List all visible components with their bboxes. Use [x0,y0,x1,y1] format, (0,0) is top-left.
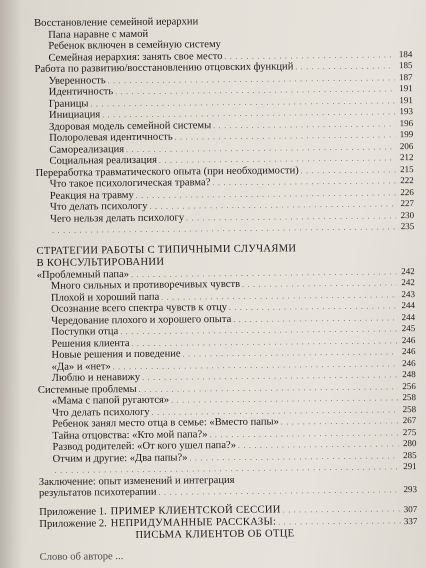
toc-section-1 [34,14,414,236]
toc-appendix-2-continued: ПИСЬМА КЛИЕНТОВ ОБ ОТЦЕ [135,527,295,541]
toc-entry-title: Решения клиента [51,337,130,350]
page-number: 242 [401,265,415,276]
toc-entry-title: Здоровая модель семейной системы [49,119,212,133]
toc-appendix-1: Приложение 1. ПРИМЕР КЛИЕНТСКОЙ СЕССИИ . . . 307 [39,503,417,519]
page-number: 258 [402,403,417,414]
toc-conclusion-line-1: Заключение: опыт изменений и интеграция [38,474,235,488]
toc-entry-title: «Да» и «нет» [51,360,111,373]
toc-entry-title: Что делать психологу [52,406,150,419]
toc-entry-title: Развод родителей: «От кого ушел папа?» [52,439,237,453]
table-of-contents [34,14,418,563]
toc-entry-title: Полоролевая идентичность [49,131,173,144]
page-number: 244 [401,311,416,322]
toc-entry-title: Восстановление семейной иерархии [34,16,199,29]
toc-entry-title: Ребенок включен в семейную систему [48,39,222,52]
toc-entry-title: Реакция на травму [49,189,134,202]
page-number: 244 [401,300,416,311]
toc-entry-title: Социальная реализация [49,154,158,167]
page-number: 291 [403,461,417,472]
toc-entry-title: Что делать психологу [49,200,148,213]
page-number: 206 [399,140,414,151]
page-number: 337 [403,515,418,526]
leader-dots [301,165,396,177]
toc-cut-off-line: Слово об авторе ... [39,550,124,563]
page-number: 193 [399,106,414,117]
toc-entry-title: Уверенность [48,74,106,87]
page-number: 275 [402,426,417,437]
page-number: 226 [400,186,414,197]
toc-entry-title: Чего нельзя делать психологу [50,211,185,225]
toc-entry-title: Папа наравне с мамой [48,28,149,41]
toc-entry-title: Новые решения и поведение [51,348,181,361]
toc-entry-title: Много сильных и противоречивых чувств [50,278,241,292]
chapter-heading-line-2: В КОНСУЛЬТИРОВАНИИ [36,256,165,269]
page-number: 245 [401,323,416,334]
toc-entry-title: Семейная иерархия: занять свое место [48,50,223,64]
toc-entry-title: Осознание всего спектра чувств к отцу [50,301,228,315]
page-number: 185 [398,60,413,71]
page-number: 246 [401,346,416,357]
page-number: 280 [402,438,417,449]
toc-entry-title: Плохой и хороший папа [50,291,160,304]
toc-entry-title: Работа по развитию/восстановлению отцовских функций [34,61,294,75]
page-number: 242 [401,277,415,288]
page-number: 243 [401,288,415,299]
page-number: 230 [400,209,415,220]
toc-section-2 [37,266,417,477]
page-number: 256 [402,380,416,391]
page-number: 196 [399,117,414,128]
toc-entry-title: Переработка травматического опыта (при необходимости) [35,164,299,179]
toc-entry-title: Отчим и другие: «Два папы?» [52,451,188,465]
toc-conclusion-line-2: результатов психотерапии . . . 293 [39,484,417,499]
page-number: 285 [403,449,417,460]
toc-entry-title: Системные проблемы [37,383,137,396]
page-number: 307 [403,503,418,514]
toc-entry-title: Тайна отцовства: «Кто мой папа?» [52,428,208,442]
page-number: 227 [400,198,415,209]
toc-entry-title: Ребенок занял место отца в семье: «Вместо папы» [52,416,279,430]
page-number: 246 [401,334,416,345]
toc-entry-title: Люблю и ненавижу [51,371,141,384]
page-number: 191 [399,83,413,94]
page-number: 235 [400,221,415,232]
page-fold-shadow [0,0,22,568]
toc-entry-title: Самореализация [49,143,125,156]
page-number: 258 [402,392,417,403]
toc-entry-title: Границы [48,97,89,110]
toc-entry-title: Чередование плохого и хорошего опыта [51,313,232,327]
page-number: 246 [402,357,416,368]
page-number: 184 [398,48,413,59]
toc-entry-title: Поступки отца [51,326,119,338]
toc-appendix-2: Приложение 2. НЕПРИДУМАННЫЕ РАССКАЗЫ: . . . 337 [39,515,417,531]
page-number: 212 [399,152,414,163]
page-number: 248 [402,369,416,380]
page-number: 267 [402,415,417,426]
page-number: 187 [399,71,413,82]
page-number: 191 [399,94,413,105]
page-number: 215 [400,163,414,174]
leader-dots [278,515,402,528]
toc-entry-title: Инициация [48,109,101,121]
chapter-heading-line-1: СТРАТЕГИИ РАБОТЫ С ТИПИЧНЫМИ СЛУЧАЯМИ [36,242,297,257]
page-number: 222 [400,175,414,186]
page-number: 199 [399,129,414,140]
page-number: 293 [403,484,418,495]
toc-entry-title: «Проблемный папа» [36,268,130,281]
toc-entry-title: «Мама с папой ругаются» [51,394,170,407]
toc-entry-title: Идентичность [48,86,114,98]
toc-entry-title: Что такое психологическая травма? [49,177,211,190]
